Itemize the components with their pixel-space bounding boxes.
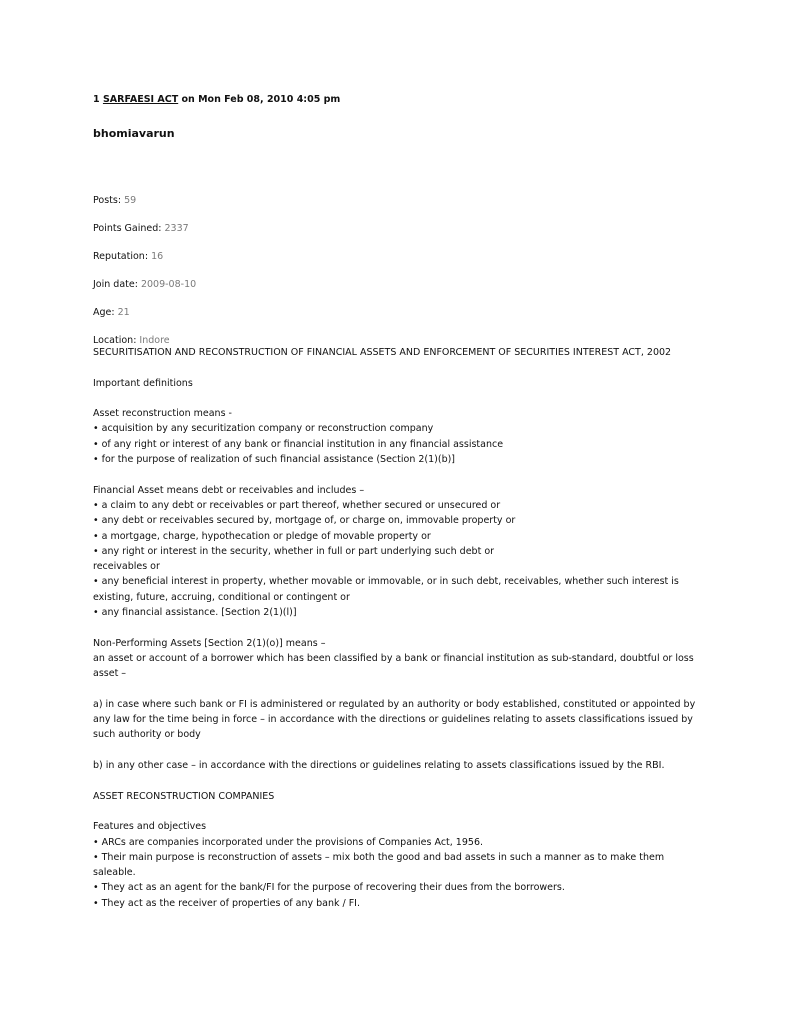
list-item: • of any right or interest of any bank or financial institution in any financial assistance xyxy=(93,438,504,450)
important-definitions-heading: Important definitions xyxy=(93,377,193,389)
list-item: • They act as an agent for the bank/FI for the purpose of recovering their dues from the borrowers. xyxy=(93,882,565,894)
act-title: SECURITISATION AND RECONSTRUCTION OF FINANCIAL ASSETS AND ENFORCEMENT OF SECURITIES INTEREST ACT, 2002 xyxy=(93,347,672,358)
list-item: • for the purpose of realization of such financial assistance (Section 2(1)(b)] xyxy=(93,454,456,466)
list-item: • They act as the receiver of properties of any bank / FI. xyxy=(93,897,361,909)
list-item: • any financial assistance. [Section 2(1)(l)] xyxy=(93,607,297,619)
post-header xyxy=(93,93,340,106)
stat-value: 2337 xyxy=(164,223,189,234)
clause-a: a) in case where such bank or FI is administered or regulated by an authority or body established, constituted or appointed by any law for the time being in force – in accordance with the directions or guidelines relating to assets classifications issued by such authority or body xyxy=(93,698,696,741)
list-item: • a mortgage, charge, hypothecation or pledge of movable property or xyxy=(93,530,431,542)
stat-label: Points Gained xyxy=(93,223,159,234)
stat-location: Location: Indore xyxy=(93,335,170,346)
clause-b: b) in any other case – in accordance with the directions or guidelines relating to assets classifications issued by the RBI. xyxy=(93,760,665,772)
stat-join-date: Join date: 2009-08-10 xyxy=(93,279,197,290)
list-item: • ARCs are companies incorporated under the provisions of Companies Act, 1956. xyxy=(93,836,484,848)
stat-points-gained: Points Gained: 2337 xyxy=(93,223,189,234)
post-number: 1 xyxy=(93,94,100,105)
list-item: • acquisition by any securitization company or reconstruction company xyxy=(93,423,434,435)
stat-value: 16 xyxy=(151,251,164,262)
post-body xyxy=(93,345,705,911)
stat-value: 21 xyxy=(117,307,130,318)
arc-heading: ASSET RECONSTRUCTION COMPANIES xyxy=(93,790,275,802)
stat-label: Location xyxy=(93,335,134,346)
npa-text: an asset or account of a borrower which has been classified by a bank or financial institution as sub-standard, doubtful or loss asset – xyxy=(93,652,694,680)
features-heading: Features and objectives xyxy=(93,821,207,833)
stat-posts: Posts: 59 xyxy=(93,195,137,206)
list-item: • Their main purpose is reconstruction of assets – mix both the good and bad assets in such a manner as to make them saleable. xyxy=(93,851,665,879)
npa-heading: Non-Performing Assets [Section 2(1)(o)] means – xyxy=(93,637,326,649)
financial-asset-heading: Financial Asset means debt or receivables and includes – xyxy=(93,484,365,496)
stat-reputation: Reputation: 16 xyxy=(93,251,164,262)
stat-label: Age xyxy=(93,307,112,318)
stat-value: 59 xyxy=(124,195,137,206)
stat-value: Indore xyxy=(139,335,170,346)
stat-value: 2009-08-10 xyxy=(140,279,197,290)
post-title-link[interactable]: SARFAESI ACT xyxy=(102,94,179,105)
stat-label: Join date xyxy=(93,279,135,290)
list-item: receivables or xyxy=(93,561,160,573)
list-item: • a claim to any debt or receivables or part thereof, whether secured or unsecured or xyxy=(93,499,501,511)
post-date: on Mon Feb 08, 2010 4:05 pm xyxy=(181,94,341,105)
stat-label: Posts xyxy=(93,195,118,206)
author-username[interactable]: bhomiavarun xyxy=(93,127,175,140)
stat-label: Reputation xyxy=(93,251,145,262)
list-item: • any debt or receivables secured by, mortgage of, or charge on, immovable property or xyxy=(93,515,516,527)
list-item: • any beneficial interest in property, whether movable or immovable, or in such debt, receivables, whether such interest is existing, future, accruing, conditional or contingent or xyxy=(93,576,679,603)
list-item: • any right or interest in the security, whether in full or part underlying such debt or xyxy=(93,545,495,557)
asset-reconstruction-heading: Asset reconstruction means - xyxy=(93,408,232,420)
stat-age: Age: 21 xyxy=(93,307,130,318)
